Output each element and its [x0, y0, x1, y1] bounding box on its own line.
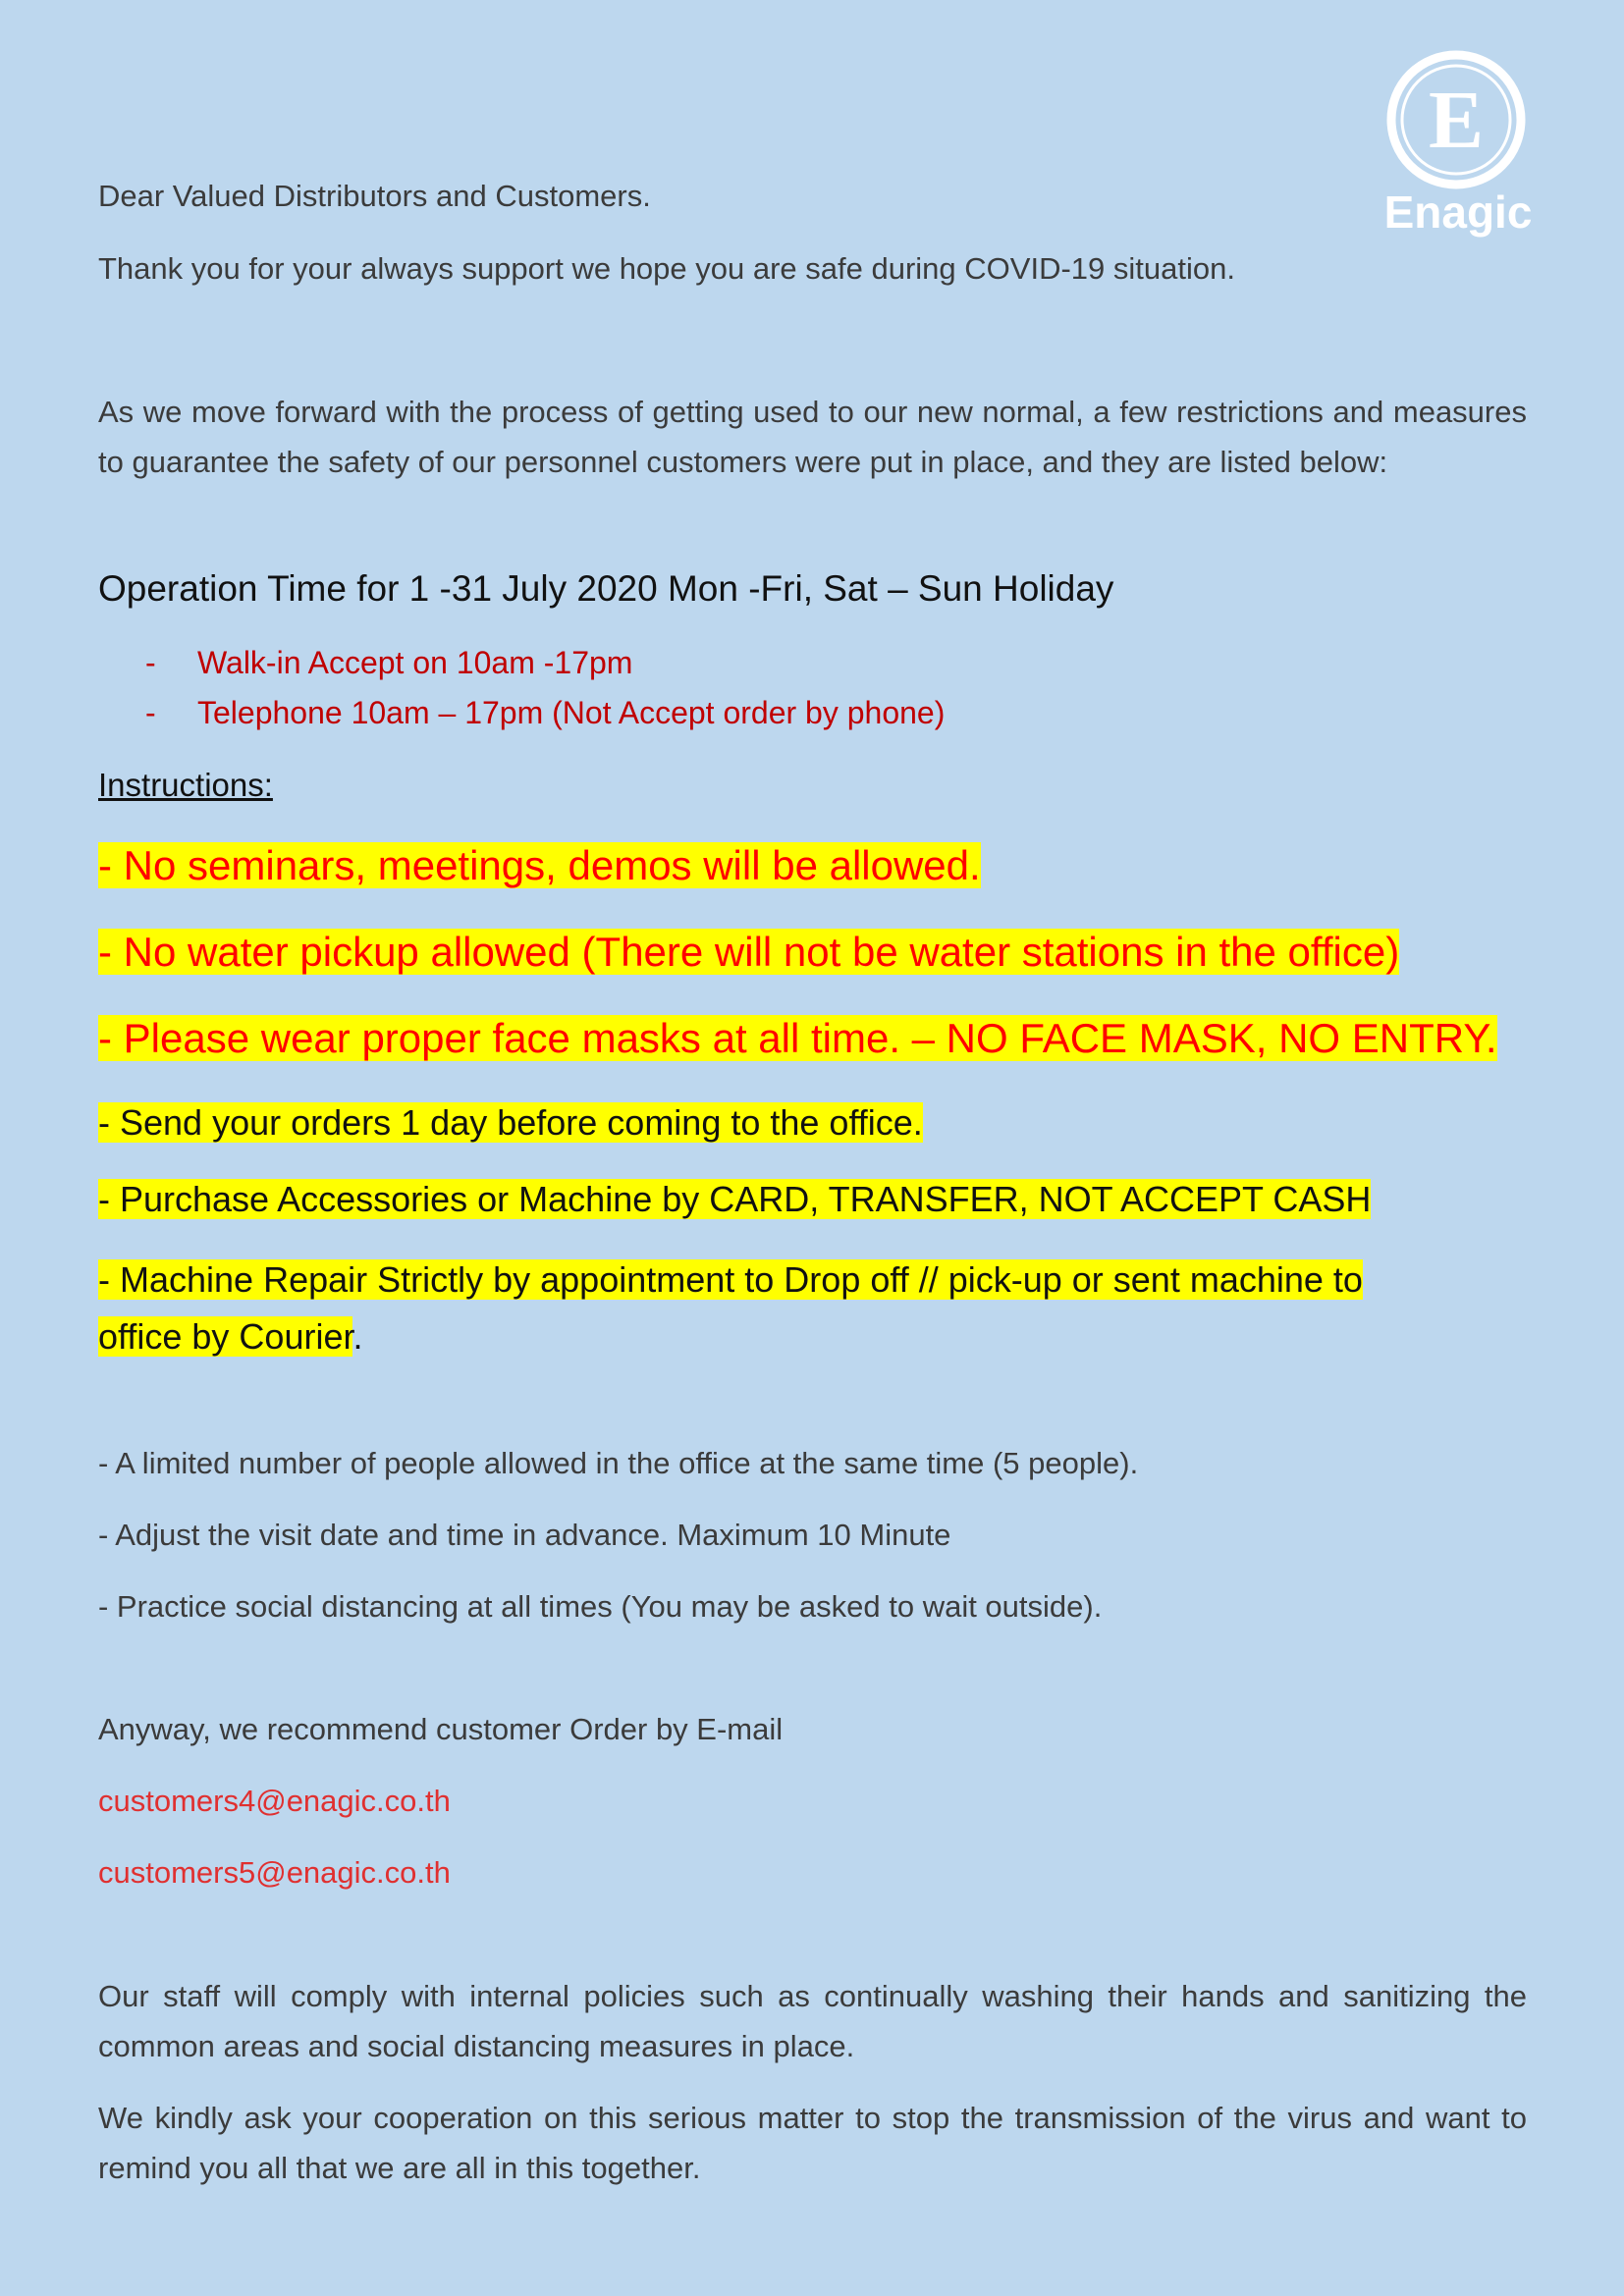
- rule-send-orders-text: - Send your orders 1 day before coming to the office.: [98, 1102, 923, 1143]
- logo-brand-name: Enagic: [1383, 187, 1533, 238]
- list-dash: -: [145, 695, 156, 730]
- rule-machine-repair: [98, 1252, 1532, 1365]
- staff-note-paragraph: Our staff will comply with internal policies such as continually washing their hands and sanitizing the common areas and social distancing measures in place.: [98, 1979, 1527, 2063]
- hours-walk-in-text: Walk-in Accept on 10am -17pm: [197, 645, 633, 680]
- email-customers4[interactable]: customers4@enagic.co.th: [98, 1784, 451, 1818]
- note-social-distancing: - Practice social distancing at all times (You may be asked to wait outside).: [98, 1589, 1103, 1624]
- rule-send-orders: [98, 1095, 923, 1151]
- rule-face-masks: [98, 1008, 1497, 1069]
- hours-walk-in: [145, 638, 945, 688]
- closing-paragraph: We kindly ask your cooperation on this serious matter to stop the transmission of the virus and want to remind you all that we are all in this together.: [98, 2101, 1527, 2185]
- rule-machine-repair-line1: - Machine Repair Strictly by appointment to Drop off // pick-up or sent machine to: [98, 1259, 1363, 1300]
- operation-time-heading: Operation Time for 1 -31 July 2020 Mon -Fri, Sat – Sun Holiday: [98, 568, 1114, 609]
- rule-machine-repair-line2: office by Courier: [98, 1316, 353, 1357]
- rule-machine-repair-line2-wrap: [98, 1308, 1532, 1365]
- email-intro: Anyway, we recommend customer Order by E-mail: [98, 1712, 784, 1746]
- rule-machine-repair-line1-wrap: [98, 1252, 1532, 1308]
- hours-list: [145, 638, 945, 738]
- rule-machine-repair-period: .: [352, 1316, 363, 1357]
- rule-purchase-method-text: - Purchase Accessories or Machine by CARD, TRANSFER, NOT ACCEPT CASH: [98, 1179, 1372, 1219]
- list-dash: -: [145, 645, 156, 680]
- note-adjust-visit: - Adjust the visit date and time in advance. Maximum 10 Minute: [98, 1518, 951, 1552]
- note-limited-people: - A limited number of people allowed in the office at the same time (5 people).: [98, 1446, 1139, 1480]
- rule-face-masks-text: - Please wear proper face masks at all time. – NO FACE MASK, NO ENTRY.: [98, 1015, 1497, 1061]
- instructions-heading: Instructions:: [98, 767, 273, 803]
- email-customers5[interactable]: customers5@enagic.co.th: [98, 1855, 451, 1890]
- greeting-line: Dear Valued Distributors and Customers.: [98, 179, 651, 213]
- hours-telephone: [145, 688, 945, 738]
- thanks-line: Thank you for your always support we hope you are safe during COVID-19 situation.: [98, 251, 1235, 286]
- rule-no-seminars: [98, 835, 981, 896]
- hours-telephone-text: Telephone 10am – 17pm (Not Accept order by phone): [197, 695, 946, 730]
- intro-paragraph: As we move forward with the process of getting used to our new normal, a few restrictions and measures to guarantee the safety of our personnel customers were put in place, and they are listed below:: [98, 395, 1527, 479]
- rule-no-water-pickup-text: - No water pickup allowed (There will not be water stations in the office): [98, 929, 1400, 975]
- rule-purchase-method: [98, 1171, 1371, 1228]
- rule-no-water-pickup: [98, 922, 1399, 983]
- rule-no-seminars-text: - No seminars, meetings, demos will be allowed.: [98, 842, 981, 888]
- logo-letter: E: [1428, 75, 1485, 166]
